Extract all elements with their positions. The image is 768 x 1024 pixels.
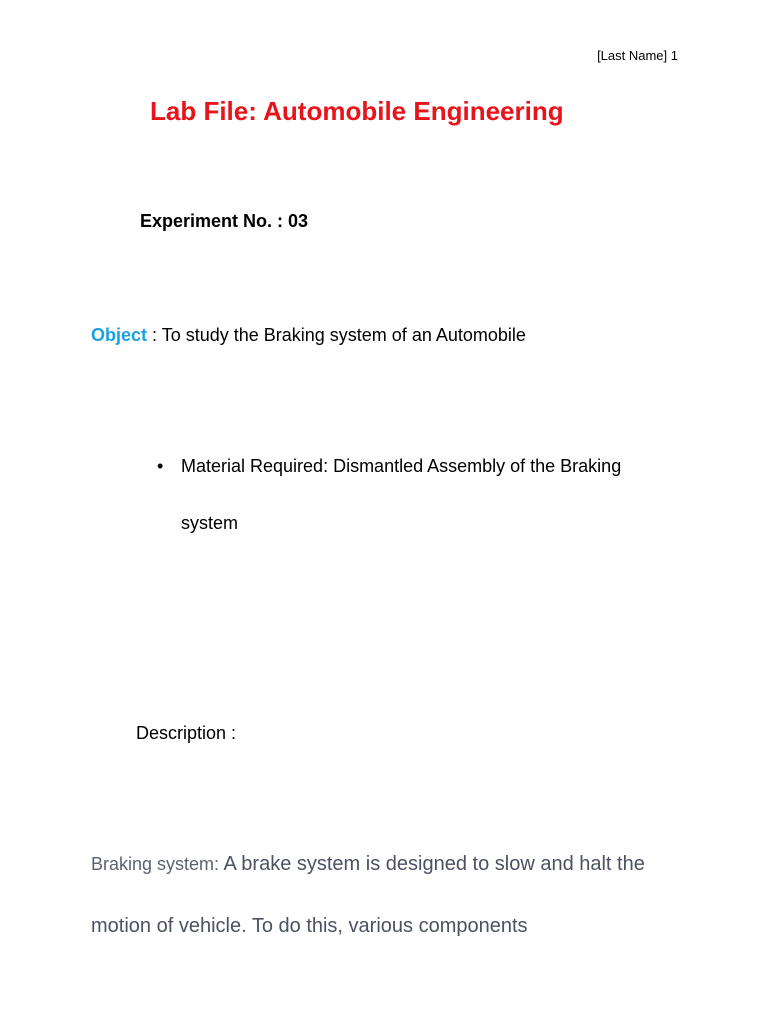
description-label: Description : <box>136 723 237 743</box>
document-title: Lab File: Automobile Engineering <box>150 96 564 126</box>
object-label: Object <box>91 325 148 345</box>
braking-system-heading: Braking system: <box>91 854 220 874</box>
object-separator: : <box>147 325 162 345</box>
running-head: [Last Name] 1 <box>597 48 678 63</box>
braking-system-text: A brake system is designed to slow and halt the motion of vehicle. To do this, various components <box>91 853 645 937</box>
list-item <box>157 438 657 552</box>
bullet-icon: • <box>157 456 164 476</box>
experiment-number: Experiment No. : 03 <box>140 211 309 231</box>
material-required-text: Material Required: Dismantled Assembly of the Braking system <box>181 456 622 533</box>
braking-system-paragraph <box>91 834 691 958</box>
object-text: To study the Braking system of an Automobile <box>161 325 526 345</box>
object-line <box>91 325 526 346</box>
